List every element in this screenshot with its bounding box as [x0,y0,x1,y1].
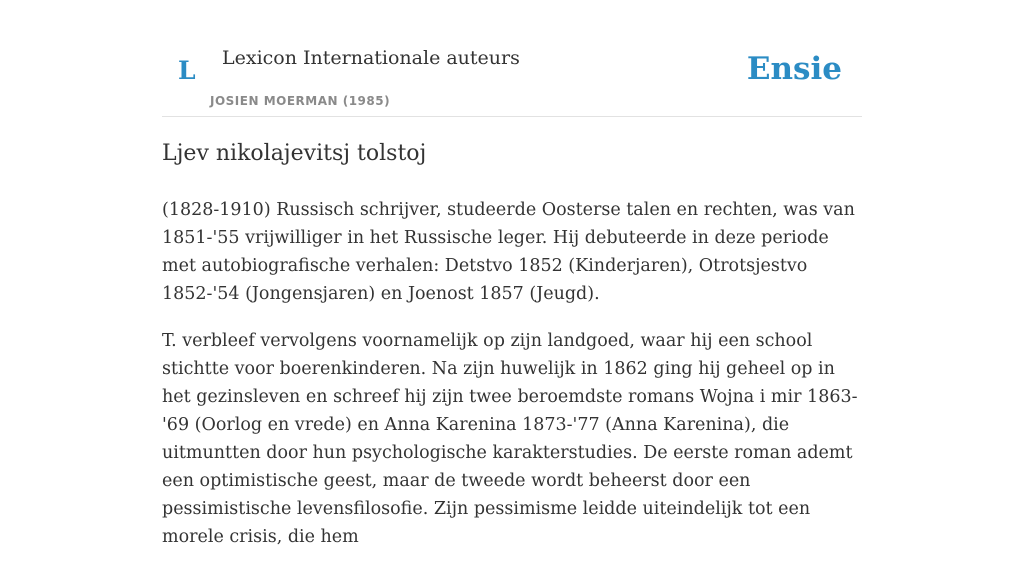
page-header [162,0,862,117]
article-paragraph: T. verbleef vervolgens voornamelijk op zijn landgoed, waar hij een school stichtte voor boerenkinderen. Na zijn huwelijk in 1862 ging hij geheel op in het gezinsleven en schreef hij zijn twee beroemdste romans Wojna i mir 1863-'69 (Oorlog en vrede) en Anna Karenina 1873-'77 (Anna Karenina), die uitmuntten door hun psychologische karakterstudies. De eerste roman ademt een optimistische geest, maar de tweede wordt beheerst door een pessimistische levensfilosofie. Zijn pessimisme leidde uiteindelijk tot een morele crisis, die hem [162,331,858,547]
lexicon-logo[interactable]: L [178,56,196,85]
article-content [162,138,862,570]
ensie-brand-logo[interactable]: Ensie [746,51,842,87]
article-title: Ljev nikolajevitsj tolstoj [162,141,427,166]
author-byline: JOSIEN MOERMAN (1985) [210,94,391,108]
lexicon-title-link[interactable]: Lexicon Internationale auteurs [222,47,520,69]
article-paragraph: (1828-1910) Russisch schrijver, studeerde Oosterse talen en rechten, was van 1851-'55 vrijwilliger in het Russische leger. Hij debuteerde in deze periode met autobiografische verhalen: Detstvo 1852 (Kinderjaren), Otrotsjestvo 1852-'54 (Jongensjaren) en Joenost 1857 (Jeugd). [162,200,855,304]
